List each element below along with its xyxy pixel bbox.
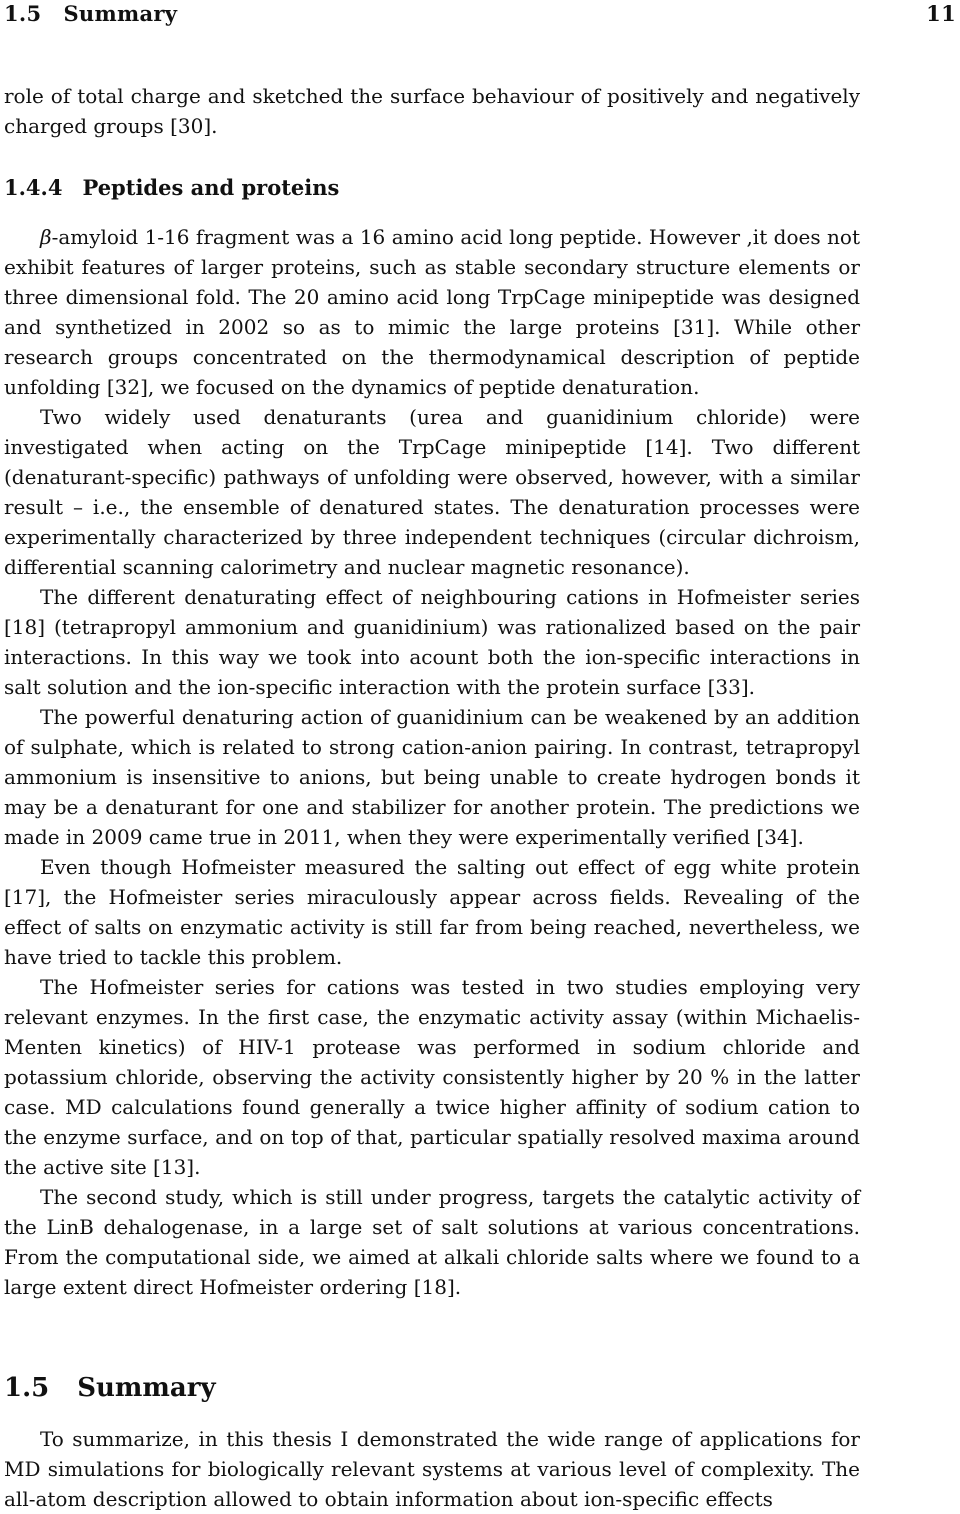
- subsection-number: 1.4.4: [4, 175, 63, 200]
- running-head-section: [4, 1, 177, 26]
- paragraph-3: The different denaturating effect of neighbouring cations in Hofmeister series [18] (tetrapropyl ammonium and guanidinium) was rationalized based on the pair interactions. In this way we took into acount both the ion-specific interactions in salt solution and the ion-specific interaction with the protein surface [33].: [4, 585, 860, 699]
- summary-body: [4, 1424, 860, 1514]
- paragraph-4: The powerful denaturing action of guanidinium can be weakened by an addition of sulphate, which is related to strong cation-anion pairing. In contrast, tetrapropyl ammonium is insensitive to anions, but being unable to create hydrogen bonds it may be a denaturant for one and stabilizer for another protein. The predictions we made in 2009 came true in 2011, when they were experimentally verified [34].: [4, 705, 860, 849]
- paragraph-5: Even though Hofmeister measured the salting out effect of egg white protein [17], the Hofmeister series miraculously appear across fields. Revealing of the effect of salts on enzymatic activity is still far from being reached, nevertheless, we have tried to tackle this problem.: [4, 855, 860, 969]
- summary-paragraph: To summarize, in this thesis I demonstrated the wide range of applications for MD simulations for biologically relevant systems at various level of complexity. The all-atom description allowed to obtain information about ion-specific effects: [4, 1427, 860, 1511]
- subsection-title: Peptides and proteins: [82, 175, 340, 200]
- section-heading: [4, 1373, 216, 1403]
- section-title: Summary: [77, 1373, 216, 1403]
- paragraph-6: The Hofmeister series for cations was tested in two studies employing very relevant enzymes. In the first case, the enzymatic activity assay (within Michaelis-Menten kinetics) of HIV-1 protease was performed in sodium chloride and potassium chloride, observing the activity consistently higher by 20 % in the latter case. MD calculations found generally a twice higher affinity of sodium cation to the enzyme surface, and on top of that, particular spatially resolved maxima around the active site [13].: [4, 975, 860, 1179]
- paragraph-2: Two widely used denaturants (urea and guanidinium chloride) were investigated when acting on the TrpCage minipeptide [14]. Two different (denaturant-specific) pathways of unfolding were observed, however, with a similar result – i.e., the ensemble of denatured states. The denaturation processes were experimentally characterized by three independent techniques (circular dichroism, differential scanning calorimetry and nuclear magnetic resonance).: [4, 405, 860, 579]
- continued-paragraph: role of total charge and sketched the surface behaviour of positively and negatively charged groups [30].: [4, 84, 860, 138]
- paragraph-7: The second study, which is still under progress, targets the catalytic activity of the LinB dehalogenase, in a large set of salt solutions at various concentrations. From the computational side, we aimed at alkali chloride salts where we found to a large extent direct Hofmeister ordering [18].: [4, 1185, 860, 1299]
- running-head: [4, 0, 956, 26]
- beta-symbol: β: [40, 225, 52, 249]
- page-number: 11: [926, 0, 956, 26]
- subsection-body: [4, 222, 860, 1302]
- section-number: 1.5: [4, 1373, 50, 1403]
- subsection-heading: [4, 175, 339, 200]
- paragraph-1: [4, 222, 860, 402]
- running-head-section-title: Summary: [63, 0, 178, 26]
- running-head-section-number: 1.5: [4, 0, 42, 26]
- paragraph-1-text: -amyloid 1-16 fragment was a 16 amino acid long peptide. However ,it does not exhibit features of larger proteins, such as stable secondary structure elements or three dimensional fold. The 20 amino acid long TrpCage minipeptide was designed and synthetized in 2002 so as to mimic the large proteins [31]. While other research groups concentrated on the thermodynamical description of peptide unfolding [32], we focused on the dynamics of peptide denaturation.: [4, 225, 860, 399]
- continued-paragraph-block: [4, 81, 860, 141]
